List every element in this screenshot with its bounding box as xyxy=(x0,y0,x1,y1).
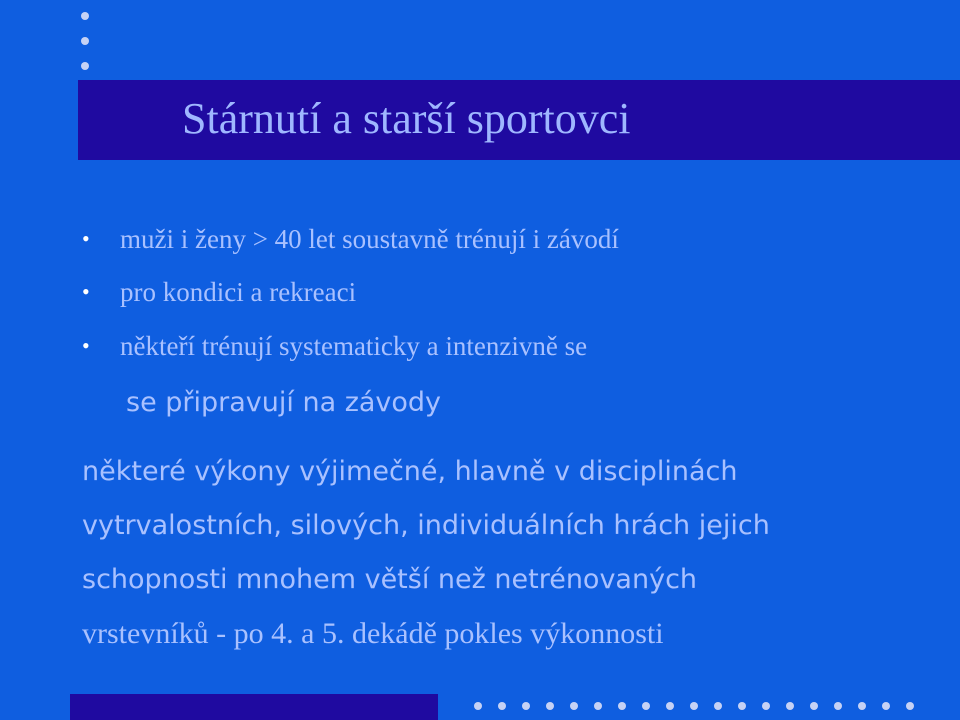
bullet-continuation: se připravují na závody xyxy=(126,387,442,418)
slide-title: Stárnutí a starší sportovci xyxy=(182,94,631,143)
dot-icon xyxy=(522,702,530,710)
dot-icon xyxy=(810,702,818,710)
bullet-icon: • xyxy=(82,333,90,358)
bullet-item xyxy=(82,332,587,362)
paragraph xyxy=(82,445,770,661)
dot-icon xyxy=(906,702,914,710)
bullet-item xyxy=(82,225,619,255)
paragraph-line: schopnosti mnohem větší než netrénovaných xyxy=(82,564,698,595)
dot-icon xyxy=(546,702,554,710)
dot-icon xyxy=(81,62,89,70)
dot-icon xyxy=(474,702,482,710)
bullet-text: někteří trénují systematicky a intenzivně se xyxy=(120,331,588,361)
dot-icon xyxy=(666,702,674,710)
dot-icon xyxy=(690,702,698,710)
bottom-bar xyxy=(70,694,438,720)
dot-icon xyxy=(762,702,770,710)
bullet-icon: • xyxy=(82,226,90,251)
bullet-item xyxy=(82,278,356,308)
paragraph-line: vytrvalostních, silových, individuálních hrách jejich xyxy=(82,510,770,541)
dot-icon xyxy=(618,702,626,710)
paragraph-line: některé výkony výjimečné, hlavně v disciplinách xyxy=(82,456,738,487)
bullet-text: pro kondici a rekreaci xyxy=(120,277,357,307)
dot-icon xyxy=(81,37,89,45)
paragraph-line: vrstevníků - po 4. a 5. dekádě pokles výkonnosti xyxy=(82,617,664,650)
dot-icon xyxy=(834,702,842,710)
dot-icon xyxy=(594,702,602,710)
dot-icon xyxy=(642,702,650,710)
dot-icon xyxy=(882,702,890,710)
dot-icon xyxy=(570,702,578,710)
dot-icon xyxy=(81,12,89,20)
dot-icon xyxy=(786,702,794,710)
bullet-text: muži i ženy > 40 let soustavně trénují i závodí xyxy=(120,224,619,254)
dot-icon xyxy=(858,702,866,710)
dot-icon xyxy=(498,702,506,710)
dot-icon xyxy=(738,702,746,710)
bullet-icon: • xyxy=(82,279,90,304)
dot-icon xyxy=(714,702,722,710)
